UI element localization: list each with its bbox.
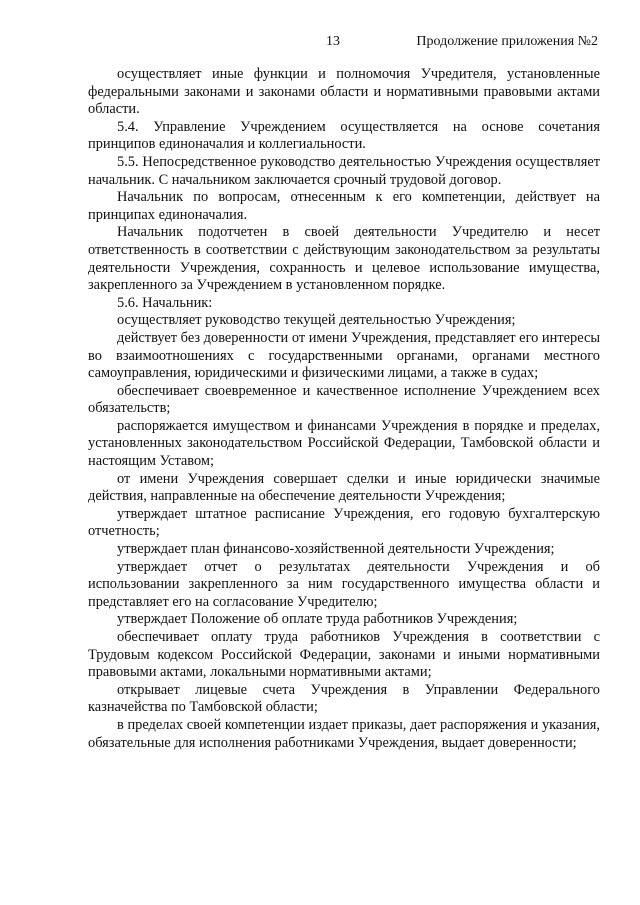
list-item: открывает лицевые счета Учреждения в Управлении Федерального казначейства по Тамбовской области; <box>88 681 600 716</box>
list-item: от имени Учреждения совершает сделки и иные юридически значимые действия, направленные на обеспечение деятельности Учреждения; <box>88 470 600 505</box>
list-item: утверждает Положение об оплате труда работников Учреждения; <box>117 611 518 628</box>
list-item: обеспечивает оплату труда работников Учреждения в соответствии с Трудовым кодексом Российской Федерации, законами и иными нормативными правовыми актами, локальными нормативными актами; <box>88 629 600 681</box>
paragraph-head-accountability: Начальник подотчетен в своей деятельности Учредителю и несет ответственность в соответствии с действующим законодательством за результаты деятельности Учреждения, сохранность и целевое использование имущества, закрепленного за Учреждением в установленном порядке. <box>88 224 600 294</box>
list-item: осуществляет руководство текущей деятельностью Учреждения; <box>117 312 516 329</box>
list-item: утверждает план финансово-хозяйственной деятельности Учреждения; <box>117 541 555 558</box>
page-number: 13 <box>326 34 340 49</box>
paragraph-founder-functions: осуществляет иные функции и полномочия Учредителя, установленные федеральными законами и законами области и нормативными правовыми актами области. <box>88 66 600 118</box>
list-item: утверждает штатное расписание Учреждения, его годовую бухгалтерскую отчетность; <box>88 505 600 540</box>
list-item: в пределах своей компетенции издает приказы, дает распоряжения и указания, обязательные для исполнения работниками Учреждения, выдает доверенности; <box>88 716 600 751</box>
appendix-continuation-note: Продолжение приложения №2 <box>416 34 598 49</box>
paragraph-5-6: 5.6. Начальник: <box>117 294 213 311</box>
list-item: действует без доверенности от имени Учреждения, представляет его интересы во взаимоотношениях с государственными органами, органами местного самоуправления, юридическими и физическими лицами, а также в судах; <box>88 329 600 382</box>
paragraph-5-4: 5.4. Управление Учреждением осуществляется на основе сочетания принципов единоначалия и коллегиальности. <box>88 118 600 153</box>
paragraph-head-competence: Начальник по вопросам, отнесенным к его компетенции, действует на принципах единоначалия. <box>88 189 600 223</box>
list-item: утверждает отчет о результатах деятельности Учреждения и об использовании закрепленного за ним государственного имущества области и представляет его на согласование Учредителю; <box>88 558 600 610</box>
list-item: распоряжается имуществом и финансами Учреждения в порядке и пределах, установленных законодательством Российской Федерации, Тамбовской области и настоящим Уставом; <box>88 417 600 470</box>
paragraph-5-5: 5.5. Непосредственное руководство деятельностью Учреждения осуществляет начальник. С начальником заключается срочный трудовой договор. <box>88 153 600 188</box>
document-body <box>88 66 600 752</box>
page-header <box>0 34 640 54</box>
list-item: обеспечивает своевременное и качественное исполнение Учреждением всех обязательств; <box>88 382 600 417</box>
